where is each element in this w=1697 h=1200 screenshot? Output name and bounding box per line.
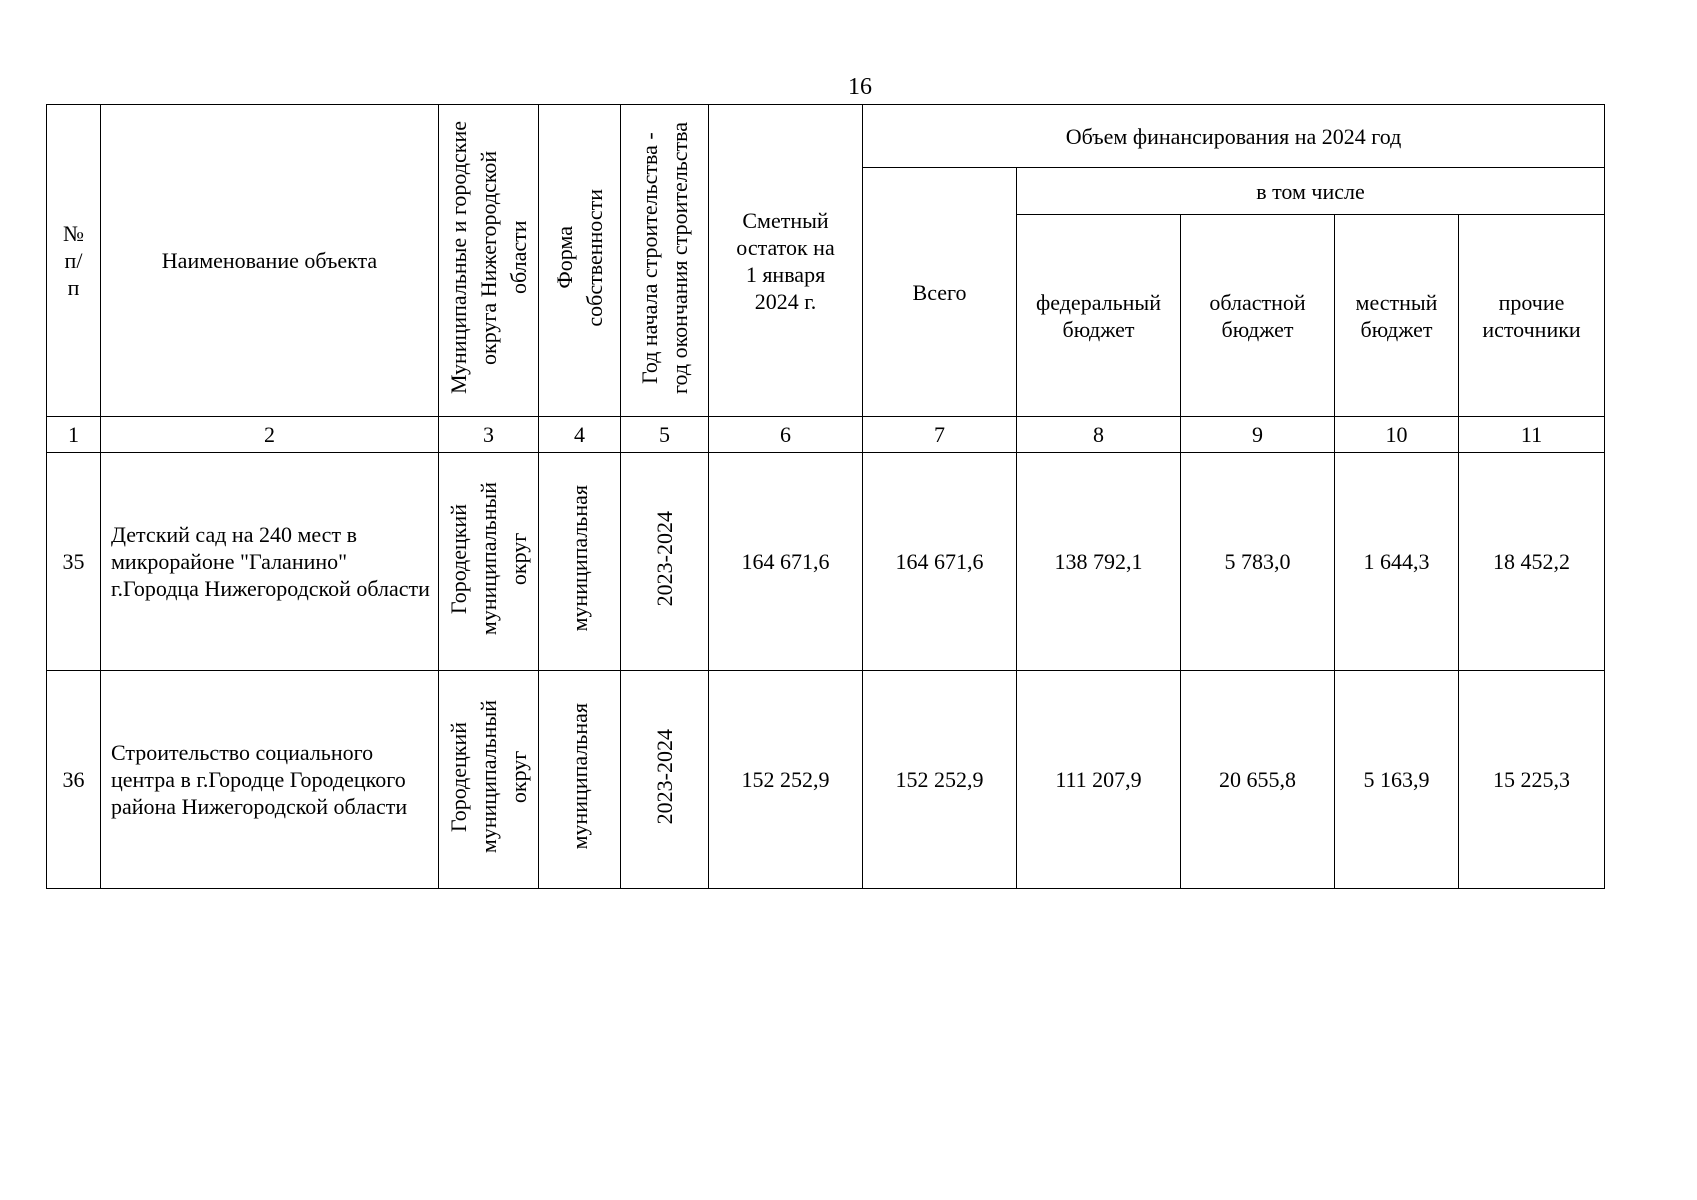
row-municipal: Городецкий муниципальный округ — [439, 671, 539, 889]
row-total: 152 252,9 — [863, 671, 1017, 889]
column-number: 2 — [101, 417, 439, 453]
row-num: 35 — [47, 453, 101, 671]
column-number: 9 — [1181, 417, 1335, 453]
row-federal: 111 207,9 — [1017, 671, 1181, 889]
row-object-name: Строительство социального центра в г.Городце Городецкого района Нижегородской области — [101, 671, 439, 889]
row-regional: 5 783,0 — [1181, 453, 1335, 671]
row-estimate: 152 252,9 — [709, 671, 863, 889]
column-number: 3 — [439, 417, 539, 453]
row-local: 5 163,9 — [1335, 671, 1459, 889]
column-number: 8 — [1017, 417, 1181, 453]
row-federal: 138 792,1 — [1017, 453, 1181, 671]
header-municipal: Муниципальные и городские округа Нижегородской области — [439, 105, 539, 417]
row-years: 2023-2024 — [621, 453, 709, 671]
row-regional: 20 655,8 — [1181, 671, 1335, 889]
row-estimate: 164 671,6 — [709, 453, 863, 671]
row-total: 164 671,6 — [863, 453, 1017, 671]
financing-table — [46, 104, 1605, 889]
row-ownership: муниципальная — [539, 453, 621, 671]
header-total: Всего — [863, 168, 1017, 417]
column-number: 11 — [1459, 417, 1605, 453]
row-municipal: Городецкий муниципальный округ — [439, 453, 539, 671]
column-number-row — [47, 417, 1605, 453]
header-other: прочие источники — [1459, 215, 1605, 417]
row-ownership: муниципальная — [539, 671, 621, 889]
column-number: 5 — [621, 417, 709, 453]
header-funding-group: Объем финансирования на 2024 год — [863, 105, 1605, 168]
row-local: 1 644,3 — [1335, 453, 1459, 671]
column-number: 7 — [863, 417, 1017, 453]
header-estimate: Сметный остаток на 1 января 2024 г. — [709, 105, 863, 417]
column-number: 1 — [47, 417, 101, 453]
table-row — [47, 453, 1605, 671]
column-number: 4 — [539, 417, 621, 453]
row-object-name: Детский сад на 240 мест в микрорайоне "Галанино" г.Городца Нижегородской области — [101, 453, 439, 671]
header-local: местный бюджет — [1335, 215, 1459, 417]
column-number: 6 — [709, 417, 863, 453]
header-name: Наименование объекта — [101, 105, 439, 417]
header-federal: федеральный бюджет — [1017, 215, 1181, 417]
header-including: в том числе — [1017, 168, 1605, 215]
row-other: 15 225,3 — [1459, 671, 1605, 889]
table-row — [47, 671, 1605, 889]
header-num: № п/ п — [47, 105, 101, 417]
row-other: 18 452,2 — [1459, 453, 1605, 671]
header-years: Год начала строительства - год окончания строительства — [621, 105, 709, 417]
header-regional: областной бюджет — [1181, 215, 1335, 417]
page-number: 16 — [848, 74, 872, 100]
row-years: 2023-2024 — [621, 671, 709, 889]
header-row-1 — [47, 105, 1605, 168]
column-number: 10 — [1335, 417, 1459, 453]
row-num: 36 — [47, 671, 101, 889]
header-ownership: Форма собственности — [539, 105, 621, 417]
